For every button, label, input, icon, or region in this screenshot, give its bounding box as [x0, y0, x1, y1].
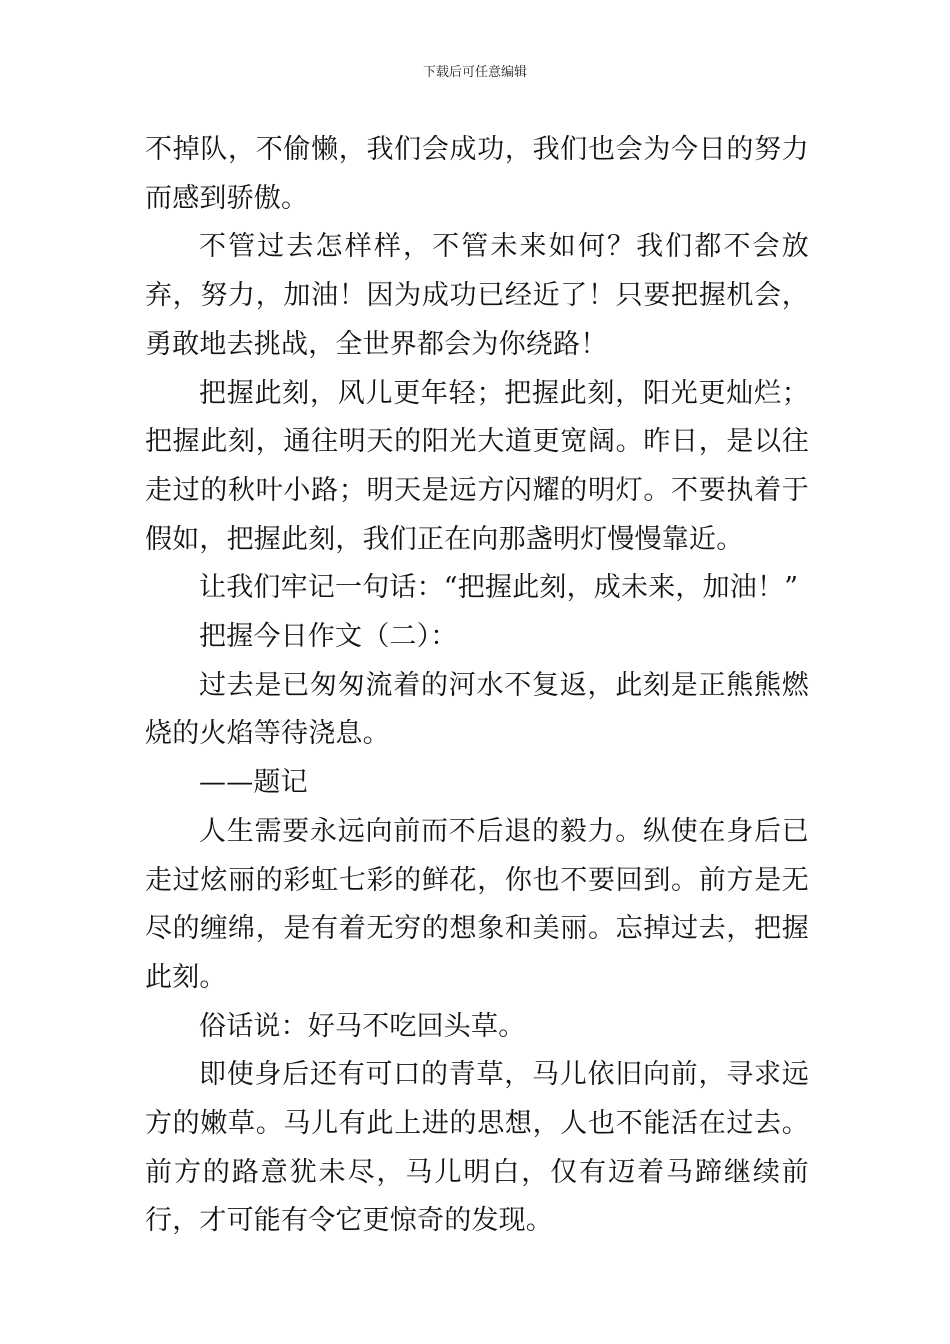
- paragraph: 即使身后还有可口的青草，马儿依旧向前，寻求远方的嫩草。马儿有此上进的思想，人也不能活在过去。前方的路意犹未尽，马儿明白，仅有迈着马蹄继续前行，才可能有令它更惊奇的发现。: [145, 1059, 809, 1237]
- epigraph-attribution: ——题记: [199, 767, 308, 799]
- section-heading: 把握今日作文（二）：: [199, 621, 458, 653]
- paragraph: 人生需要永远向前而不后退的毅力。纵使在身后已走过炫丽的彩虹七彩的鲜花，你也不要回到。前方是无尽的缠绵，是有着无穷的想象和美丽。忘掉过去，把握此刻。: [145, 815, 809, 993]
- paragraph: 把握此刻，风儿更年轻；把握此刻，阳光更灿烂；把握此刻，通往明天的阳光大道更宽阔。昨日，是以往走过的秋叶小路；明天是远方闪耀的明灯。不要执着于假如，把握此刻，我们正在向那盏明灯慢慢靠近。: [145, 377, 809, 555]
- epigraph: 过去是已匆匆流着的河水不复返，此刻是正熊熊燃烧的火焰等待浇息。: [145, 669, 809, 750]
- paragraph: 不管过去怎样样，不管未来如何？我们都不会放弃，努力，加油！因为成功已经近了！只要把握机会，勇敢地去挑战，全世界都会为你绕路！: [145, 231, 809, 360]
- paragraph: 让我们牢记一句话：“把握此刻，成未来，加油！”: [199, 572, 799, 604]
- page-header: 下载后可任意编辑: [422, 65, 527, 80]
- document-body: [145, 126, 809, 1246]
- paragraph-continuation: 不掉队，不偷懒，我们会成功，我们也会为今日的努力而感到骄傲。: [145, 134, 809, 214]
- paragraph: 俗话说：好马不吃回头草。: [199, 1010, 526, 1042]
